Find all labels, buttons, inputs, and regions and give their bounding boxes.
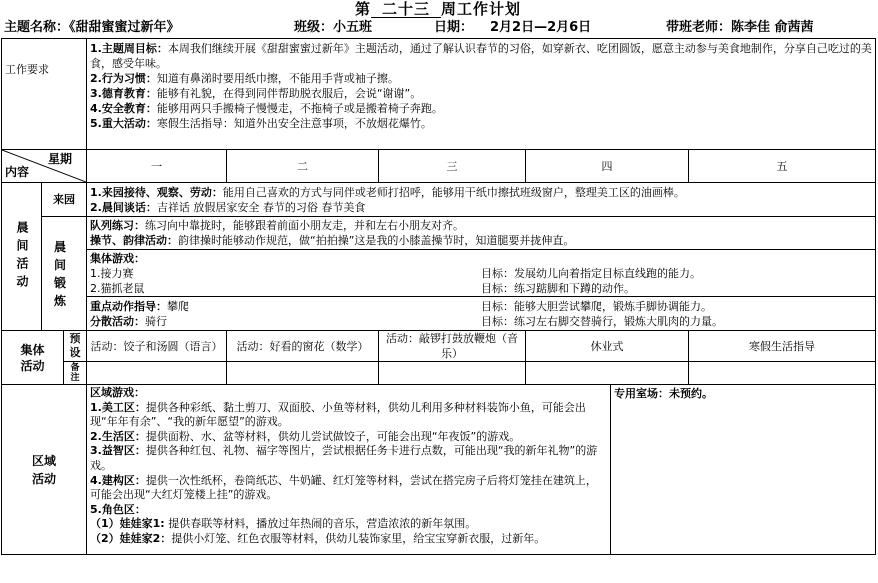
area-line: 3.益智区：提供各种红包、礼物、福字等图片，尝试根据任务卡进行点数，可能出现“我的新年礼物”的游戏。	[90, 444, 598, 472]
area-line: （1）娃娃家1: 提供春联等材料，播放过年热闹的音乐，营造浓浓的新年氛围。	[90, 517, 477, 531]
theme-name: 主题名称：《甜甜蜜蜜过新年》	[4, 20, 180, 35]
area-line: （2）娃娃家2：提供小灯笼、红色衣服等材料，供幼儿装饰家里，给宝宝穿新衣服，过新年。	[90, 531, 546, 545]
weekday-thu: 四	[526, 150, 689, 183]
queue-line: 队列练习：练习向中靠拢时，能够跟着前面小朋友走，并和左右小朋友对齐。	[90, 219, 464, 232]
weekday-diagonal-cell	[2, 150, 87, 183]
arrival-row	[2, 183, 876, 217]
weekday-header-row	[2, 150, 876, 183]
requirements-label: 工作要求	[2, 39, 87, 150]
weekday-mon: 一	[87, 150, 227, 183]
note-tue	[227, 362, 379, 385]
weekday-tue: 二	[227, 150, 379, 183]
weekday-header-bottom: 内容	[5, 165, 30, 179]
arrival-line: 1.来园接待、观察、劳动：能用自己喜欢的方式与同伴或老师打招呼，能够用干纸巾擦拭班级窗户，整理美工区的油画棒。	[90, 185, 685, 199]
arrival-line: 2.晨间谈话：吉祥话 放假居家安全 春节的习俗 春节美食	[90, 200, 366, 214]
requirements-row	[2, 39, 876, 150]
weekday-header-top: 星期	[47, 152, 72, 166]
note-fri	[689, 362, 876, 385]
exercise-row-2	[2, 250, 876, 297]
plan-fri: 寒假生活指导	[689, 331, 876, 362]
requirement-line: 2.行为习惯：知道有鼻涕时要用纸巾擦，不能用手背或袖子擦。	[90, 72, 399, 85]
exercise-label: 晨间锻炼	[53, 239, 74, 308]
requirements-content	[87, 39, 876, 150]
exercise-label-cell	[42, 217, 87, 331]
group-activity-plan-row	[2, 331, 876, 362]
title-prefix: 第	[354, 0, 371, 18]
room-cell	[611, 385, 876, 555]
exercise-row-1	[2, 217, 876, 250]
key-action-line: 重点动作指导：攀爬 目标：能够大胆尝试攀爬，锻炼手脚协调能力。	[90, 299, 713, 313]
note-label: 备注	[70, 363, 80, 383]
note-label-cell	[64, 362, 87, 385]
plan-tue: 活动：好看的窗花（数学）	[227, 331, 379, 362]
drill-line: 操节、韵律活动：韵律操时能够动作规范，做“拍拍操”这是我的小膝盖操节时，知道腿要并拢伸直。	[90, 234, 575, 247]
note-mon	[87, 362, 227, 385]
plan-table	[1, 38, 876, 555]
date-value: 2月2日—2月6日	[490, 20, 592, 35]
plan-label: 预设	[69, 332, 81, 359]
group-game-item: 1.接力赛 目标：发展幼儿向着指定目标直线跑的能力。	[90, 267, 702, 280]
area-label: 区域活动	[31, 453, 56, 486]
group-activity-label-cell	[2, 331, 64, 385]
weekday-fri: 五	[689, 150, 876, 183]
key-action-content	[87, 297, 876, 331]
page-title	[0, 0, 876, 18]
group-games-head: 集体游戏：	[90, 252, 145, 265]
morning-label-cell	[2, 183, 42, 331]
group-activity-label: 集体活动	[20, 342, 45, 373]
area-line: 5.角色区：	[90, 502, 146, 516]
area-activity-row	[2, 385, 876, 555]
plan-wed: 活动：敲锣打鼓放鞭炮（音乐）	[379, 331, 526, 362]
arrival-label: 来园	[42, 183, 87, 217]
note-thu	[526, 362, 689, 385]
group-game-item: 2.猫抓老鼠 目标：练习踮脚和下蹲的动作。	[90, 282, 636, 295]
week-number: 二十三	[371, 2, 441, 18]
area-head: 区域游戏：	[90, 386, 145, 399]
area-line: 2.生活区：提供面粉、水、盆等材料，供幼儿尝试做饺子，可能会出现“年夜饭”的游戏。	[90, 429, 521, 443]
group-games-content	[87, 250, 876, 297]
date-label: 日期：	[434, 20, 474, 35]
area-line: 1.美工区：提供各种彩纸、黏土剪刀、双面胶、小鱼等材料，供幼儿利用多种材料装饰小鱼，可能会出现“年年有余”、“我的新年愿望”的游戏。	[90, 400, 586, 429]
exercise-row-3	[2, 297, 876, 331]
area-line: 4.建构区：提供一次性纸杯，卷筒纸芯、牛奶罐、红灯笼等材料，尝试在搭完房子后将灯笼挂在建筑上，可能会出现“大红灯笼楼上挂”的游戏。	[90, 473, 597, 502]
plan-thu: 休业式	[526, 331, 689, 362]
requirement-line: 4.安全教育：能够用两只手搬椅子慢慢走，不拖椅子或是搬着椅子奔跑。	[90, 102, 443, 115]
title-suffix: 周工作计划	[441, 0, 522, 18]
class-name: 班级：小五班	[294, 20, 373, 35]
weekday-wed: 三	[379, 150, 526, 183]
split-activity-line: 分散活动：骑行 目标：练习左右脚交替骑行，锻炼大肌肉的力量。	[90, 314, 724, 328]
requirement-line: 5.重大活动：寒假生活指导：知道外出安全注意事项，不放烟花爆竹。	[90, 117, 432, 130]
morning-label: 晨间活动	[15, 220, 29, 293]
info-row	[0, 18, 876, 38]
plan-label-cell	[64, 331, 87, 362]
area-label-cell	[2, 385, 87, 555]
room-label: 专用室场：未预约。	[614, 387, 713, 400]
requirement-line: 1.主题周目标：本周我们继续开展《甜甜蜜蜜过新年》主题活动，通过了解认识春节的习俗，如穿新衣、吃团圆饭，愿意主动参与美食地制作，分享自己吃过的美食，感受年味。	[90, 42, 872, 70]
plan-mon: 活动：饺子和汤圆（语言）	[87, 331, 227, 362]
arrival-content	[87, 183, 876, 217]
teachers: 带班老师：陈李佳 俞茜茜	[666, 20, 814, 35]
area-content	[87, 385, 611, 555]
note-wed	[379, 362, 526, 385]
exercise-drill-content	[87, 217, 876, 250]
group-activity-note-row	[2, 362, 876, 385]
requirement-line: 3.德育教育：能够有礼貌，在得到同伴帮助脱衣服后，会说“谢谢”。	[90, 87, 422, 100]
